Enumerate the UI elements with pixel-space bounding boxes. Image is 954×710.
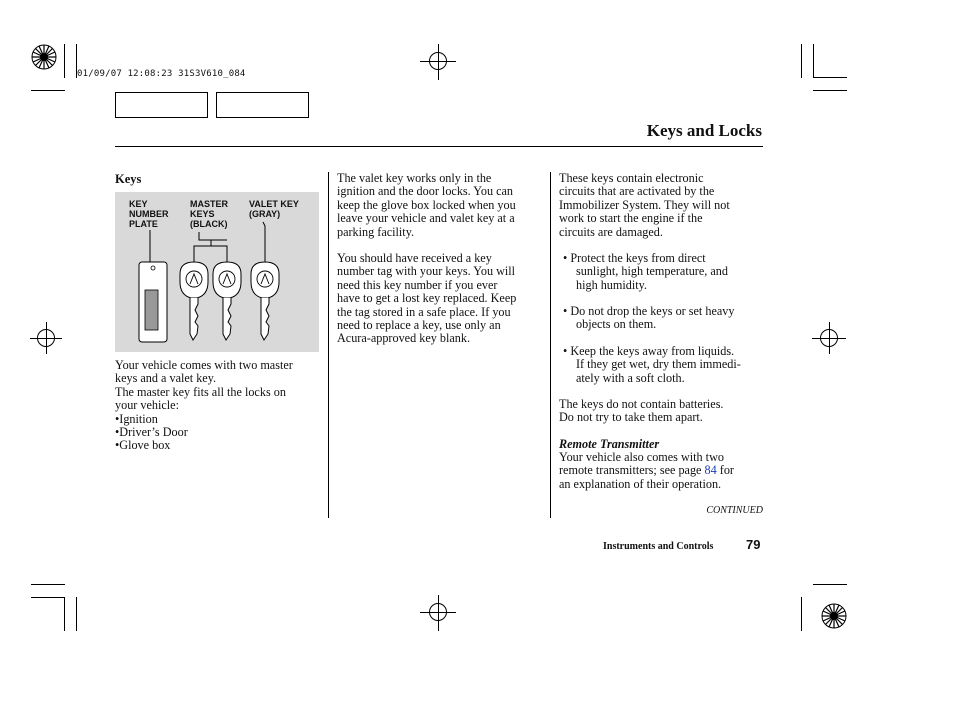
master-keys-label: MASTER KEYS (BLACK) <box>190 199 228 229</box>
keys-drawing <box>115 192 319 352</box>
section-tab-box <box>115 92 208 118</box>
crop-mark <box>813 44 814 78</box>
header-rule <box>115 146 763 147</box>
col3-bullet-protect: • Protect the keys from direct sunlight, high temperature, and high humidity. <box>563 251 728 292</box>
crop-mark <box>76 597 77 631</box>
master-key-icon <box>180 262 208 340</box>
col3-intro-paragraph: These keys contain electronic circuits that are activated by the Immobilizer System. They will not work to start the engine if the circuits are damaged. <box>559 171 730 239</box>
keys-heading: Keys <box>115 172 142 186</box>
crop-mark <box>813 77 847 78</box>
registration-starburst-icon <box>31 44 57 70</box>
key-number-plate-icon <box>139 262 167 342</box>
section-tab-box <box>216 92 309 118</box>
keys-illustration <box>115 192 319 352</box>
continued-label: CONTINUED <box>706 505 763 516</box>
key-number-plate-label: KEY NUMBER PLATE <box>129 199 169 229</box>
page-number: 79 <box>746 537 761 552</box>
crop-mark <box>31 597 65 598</box>
col3-bullet-drop: • Do not drop the keys or set heavy objects on them. <box>563 304 735 332</box>
page-84-link[interactable]: 84 <box>704 463 717 478</box>
column-divider <box>550 172 551 518</box>
valet-key-icon <box>251 262 279 340</box>
col1-text: Your vehicle comes with two master keys and a valet key. The master key fits all the locks on your vehicle: •Ignition •Driver’s Door •Glove box <box>115 358 293 453</box>
crop-mark <box>64 44 65 78</box>
crop-mark <box>813 584 847 585</box>
valet-key-label: VALET KEY (GRAY) <box>249 199 299 219</box>
footer-section-name: Instruments and Controls <box>603 541 714 552</box>
crop-mark <box>31 90 65 91</box>
crop-mark <box>813 90 847 91</box>
col3-remote-paragraph: Your vehicle also comes with two remote transmitters; see page 84 for an explanation of their operation. <box>559 450 734 491</box>
master-key-icon <box>213 262 241 340</box>
crop-mark <box>801 44 802 78</box>
page-title: Keys and Locks <box>646 121 762 140</box>
col3-bullet-liquids: • Keep the keys away from liquids. If they get wet, dry them immedi- ately with a soft cloth. <box>563 344 741 385</box>
crop-mark <box>31 584 65 585</box>
remote-transmitter-heading: Remote Transmitter <box>559 437 660 451</box>
col3-batteries-paragraph: The keys do not contain batteries. Do not try to take them apart. <box>559 397 724 425</box>
column-divider <box>328 172 329 518</box>
crop-mark <box>64 597 65 631</box>
crop-mark <box>801 597 802 631</box>
col2-key-number-paragraph: You should have received a key number tag with your keys. You will need this key number if you ever have to get a lost key replaced. Keep the tag stored in a safe place. If you need to replace a key, use only an Acura-approved key blank. <box>337 251 517 346</box>
registration-starburst-icon <box>821 603 847 629</box>
print-stamp: 01/09/07 12:08:23 31S3V610_084 <box>77 69 246 79</box>
col2-valet-paragraph: The valet key works only in the ignition and the door locks. You can keep the glove box locked when you leave your vehicle and valet key at a parking facility. <box>337 171 516 239</box>
